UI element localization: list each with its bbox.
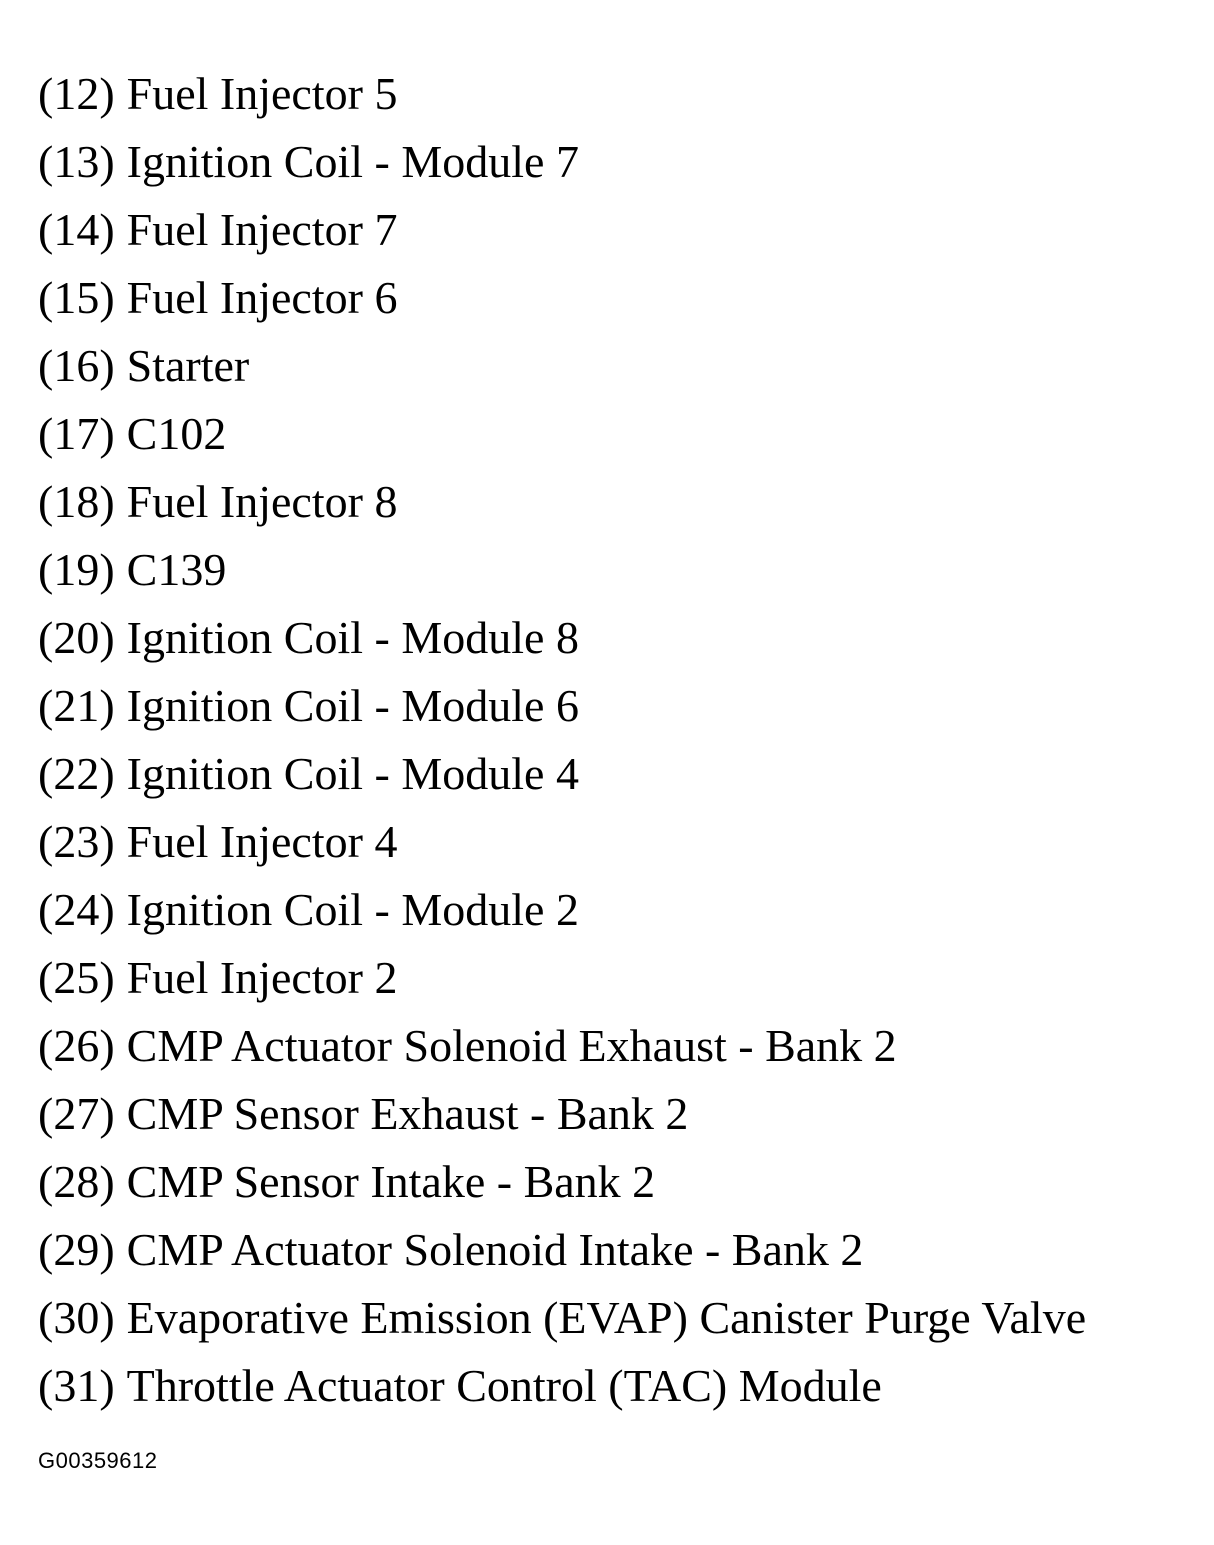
legend-item-label: Fuel Injector 5 (126, 68, 398, 119)
legend-item (38, 536, 1086, 604)
legend-item (38, 1216, 1086, 1284)
legend-item (38, 128, 1086, 196)
legend-item (38, 604, 1086, 672)
legend-item (38, 60, 1086, 128)
legend-item-label: CMP Sensor Exhaust - Bank 2 (126, 1088, 689, 1139)
legend-item (38, 876, 1086, 944)
legend-item-number: (29) (38, 1224, 115, 1275)
legend-item-label: C139 (126, 544, 227, 595)
legend-item (38, 196, 1086, 264)
legend-item-number: (24) (38, 884, 115, 935)
legend-item (38, 740, 1086, 808)
legend-item-number: (30) (38, 1292, 115, 1343)
legend-item (38, 332, 1086, 400)
legend-item-label: Ignition Coil - Module 2 (126, 884, 579, 935)
legend-item-label: Fuel Injector 2 (126, 952, 398, 1003)
legend-item-number: (21) (38, 680, 115, 731)
legend-item-number: (25) (38, 952, 115, 1003)
legend-item (38, 1352, 1086, 1420)
figure-id: G00359612 (38, 1448, 158, 1473)
legend-item-number: (17) (38, 408, 115, 459)
legend-item-label: C102 (126, 408, 227, 459)
legend-item-label: Ignition Coil - Module 8 (126, 612, 579, 663)
legend-item-number: (13) (38, 136, 115, 187)
legend-item (38, 400, 1086, 468)
legend-item (38, 808, 1086, 876)
legend-item-number: (16) (38, 340, 115, 391)
legend-item-number: (22) (38, 748, 115, 799)
legend-item-number: (23) (38, 816, 115, 867)
legend-item-label: Ignition Coil - Module 4 (126, 748, 579, 799)
legend-item (38, 1012, 1086, 1080)
legend-item-label: CMP Sensor Intake - Bank 2 (126, 1156, 656, 1207)
legend-item-label: Throttle Actuator Control (TAC) Module (126, 1360, 882, 1411)
legend-item-label: CMP Actuator Solenoid Exhaust - Bank 2 (126, 1020, 897, 1071)
legend-item (38, 944, 1086, 1012)
legend-item-number: (31) (38, 1360, 115, 1411)
legend-item-label: Starter (126, 340, 250, 391)
legend-item-number: (14) (38, 204, 115, 255)
legend-item-number: (18) (38, 476, 115, 527)
legend-item (38, 468, 1086, 536)
legend-item-label: Ignition Coil - Module 6 (126, 680, 579, 731)
legend-item-label: Evaporative Emission (EVAP) Canister Purge Valve (126, 1292, 1087, 1343)
legend-item (38, 1284, 1086, 1352)
legend-item-label: Ignition Coil - Module 7 (126, 136, 579, 187)
legend-item-label: Fuel Injector 6 (126, 272, 398, 323)
legend-item (38, 1080, 1086, 1148)
component-legend-list (38, 60, 1086, 1420)
legend-item (38, 264, 1086, 332)
legend-item-number: (28) (38, 1156, 115, 1207)
legend-item-label: Fuel Injector 4 (126, 816, 398, 867)
legend-item-number: (20) (38, 612, 115, 663)
legend-item (38, 672, 1086, 740)
legend-item-label: Fuel Injector 7 (126, 204, 398, 255)
legend-item-label: Fuel Injector 8 (126, 476, 398, 527)
legend-item-number: (15) (38, 272, 115, 323)
legend-item-number: (27) (38, 1088, 115, 1139)
legend-item-label: CMP Actuator Solenoid Intake - Bank 2 (126, 1224, 864, 1275)
legend-item-number: (26) (38, 1020, 115, 1071)
legend-item-number: (19) (38, 544, 115, 595)
legend-item (38, 1148, 1086, 1216)
legend-item-number: (12) (38, 68, 115, 119)
